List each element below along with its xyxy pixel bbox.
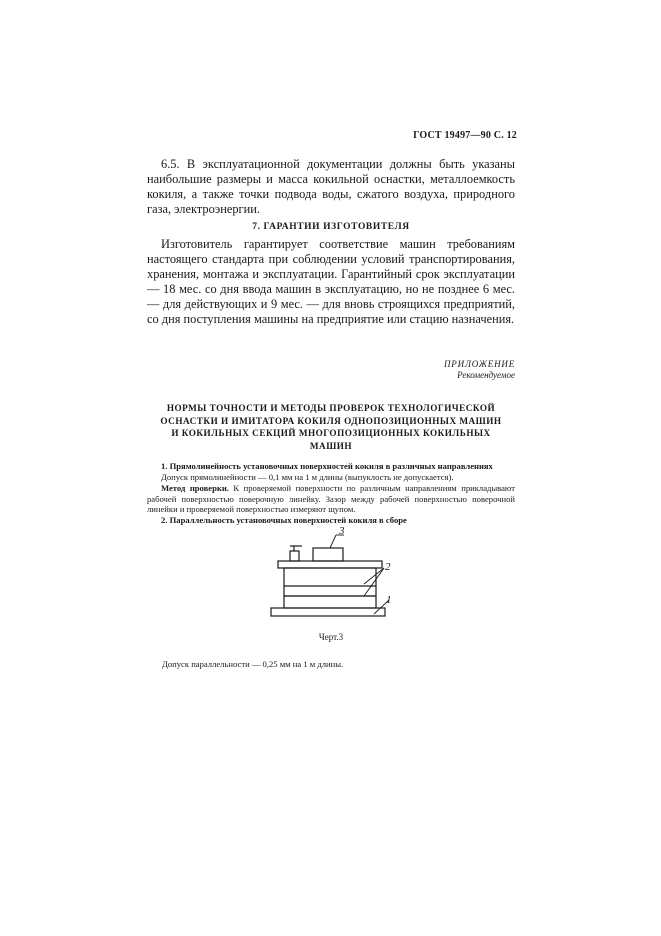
paragraph-7 <box>147 237 515 327</box>
item-1-tolerance: Допуск прямолинейности — 0,1 мм на 1 м длины (выпуклость не допускается). <box>161 471 454 482</box>
paragraph-6-5 <box>147 157 515 217</box>
appendix-title: ПРИЛОЖЕНИЕ <box>444 359 515 369</box>
item-1-title: 1. Прямолинейность установочных поверхностей кокиля в различных направлениях <box>161 461 493 471</box>
item-1 <box>147 461 515 482</box>
appendix-subtitle: Рекомендуемое <box>457 370 515 380</box>
figure-3-drawing <box>264 524 394 624</box>
appendix-heading: НОРМЫ ТОЧНОСТИ И МЕТОДЫ ПРОВЕРОК ТЕХНОЛОГИЧЕСКОЙ ОСНАСТКИ И ИМИТАТОРА КОКИЛЯ ОДНОПОЗИЦИОННЫХ МАШИН И КОКИЛЬНЫХ СЕКЦИЙ МНОГОПОЗИЦИОННЫХ КОКИЛЬНЫХ МАШИН <box>160 403 502 451</box>
section-7-title: 7. ГАРАНТИИ ИЗГОТОВИТЕЛЯ <box>252 222 410 232</box>
lower-block <box>284 596 376 608</box>
label-2: 2 <box>385 561 391 573</box>
paragraph-6-5-text: 6.5. В эксплуатационной документации должны быть указаны наибольшие размеры и масса кокильной оснастки, металлоемкость кокиля, а также точки подвода воды, сжатого воздуха, природного газа, электроэнергии. <box>147 157 515 216</box>
method-text: К проверяемой поверхности по различным направлениям прикладывают рабочей поверхностью поверочную линейку. Зазор между рабочей поверхностью поверочной линейки и проверяемой поверхностью измеряют щупом. <box>147 483 515 515</box>
top-plate <box>278 561 382 568</box>
label-1: 1 <box>386 594 392 606</box>
indicator-block <box>313 548 343 561</box>
appendix-label <box>444 359 515 381</box>
base-plate <box>271 608 385 616</box>
page-header: ГОСТ 19497—90 С. 12 <box>413 130 517 141</box>
indicator-post <box>290 551 299 561</box>
paragraph-7-text: Изготовитель гарантирует соответствие машин требованиям настоящего стандарта при соблюдении условий транспортирования, хранения, монтажа и эксплуатации. Гарантийный срок эксплуатации — 18 мес. со дня ввода машин в эксплуатацию, но не позднее 6 мес. — для действующих и 9 мес. — для вновь строящихся предприятий, со дня поступления машины на предприятие или стацию назначения. <box>147 237 515 326</box>
method-label: Метод проверки. <box>161 483 229 493</box>
item-2-title: 2. Параллельность установочных поверхностей кокиля в сборе <box>161 515 407 525</box>
main-block <box>284 568 376 596</box>
label-3: 3 <box>339 525 345 537</box>
method-paragraph <box>147 483 515 515</box>
figure-caption: Черт.3 <box>318 632 344 642</box>
item-2-tolerance: Допуск параллельности — 0,25 мм на 1 м длины. <box>162 659 344 669</box>
